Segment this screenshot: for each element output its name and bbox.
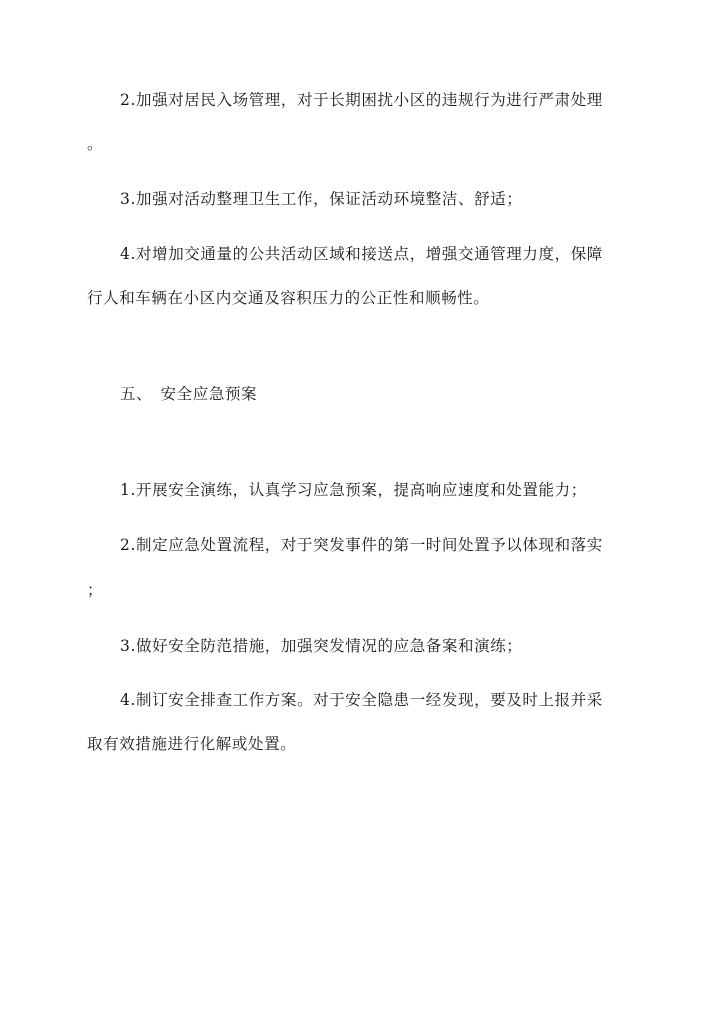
paragraph-item-4-line1: 4.对增加交通量的公共活动区域和接送点，增强交通管理力度，保障: [120, 245, 603, 263]
emergency-item-1: 1.开展安全演练，认真学习应急预案，提高响应速度和处置能力；: [120, 481, 587, 499]
emergency-item-3: 3.做好安全防范措施，加强突发情况的应急备案和演练；: [120, 637, 523, 655]
section-heading: 五、 安全应急预案: [120, 385, 258, 403]
paragraph-item-4-line2: 行人和车辆在小区内交通及容积压力的公正性和顺畅性。: [87, 289, 490, 307]
emergency-item-2-line2: ；: [87, 581, 104, 599]
emergency-item-4-line2: 取有效措施进行化解或处置。: [87, 735, 297, 753]
paragraph-item-2-line1: 2.加强对居民入场管理，对于长期困扰小区的违规行为进行严肃处理: [120, 91, 603, 109]
paragraph-item-2-line2: 。: [87, 135, 104, 153]
emergency-item-2-line1: 2.制定应急处置流程，对于突发事件的第一时间处置予以体现和落实: [120, 536, 603, 554]
paragraph-item-3: 3.加强对活动整理卫生工作，保证活动环境整洁、舒适；: [120, 190, 523, 208]
emergency-item-4-line1: 4.制订安全排查工作方案。对于安全隐患一经发现，要及时上报并采: [120, 691, 603, 709]
